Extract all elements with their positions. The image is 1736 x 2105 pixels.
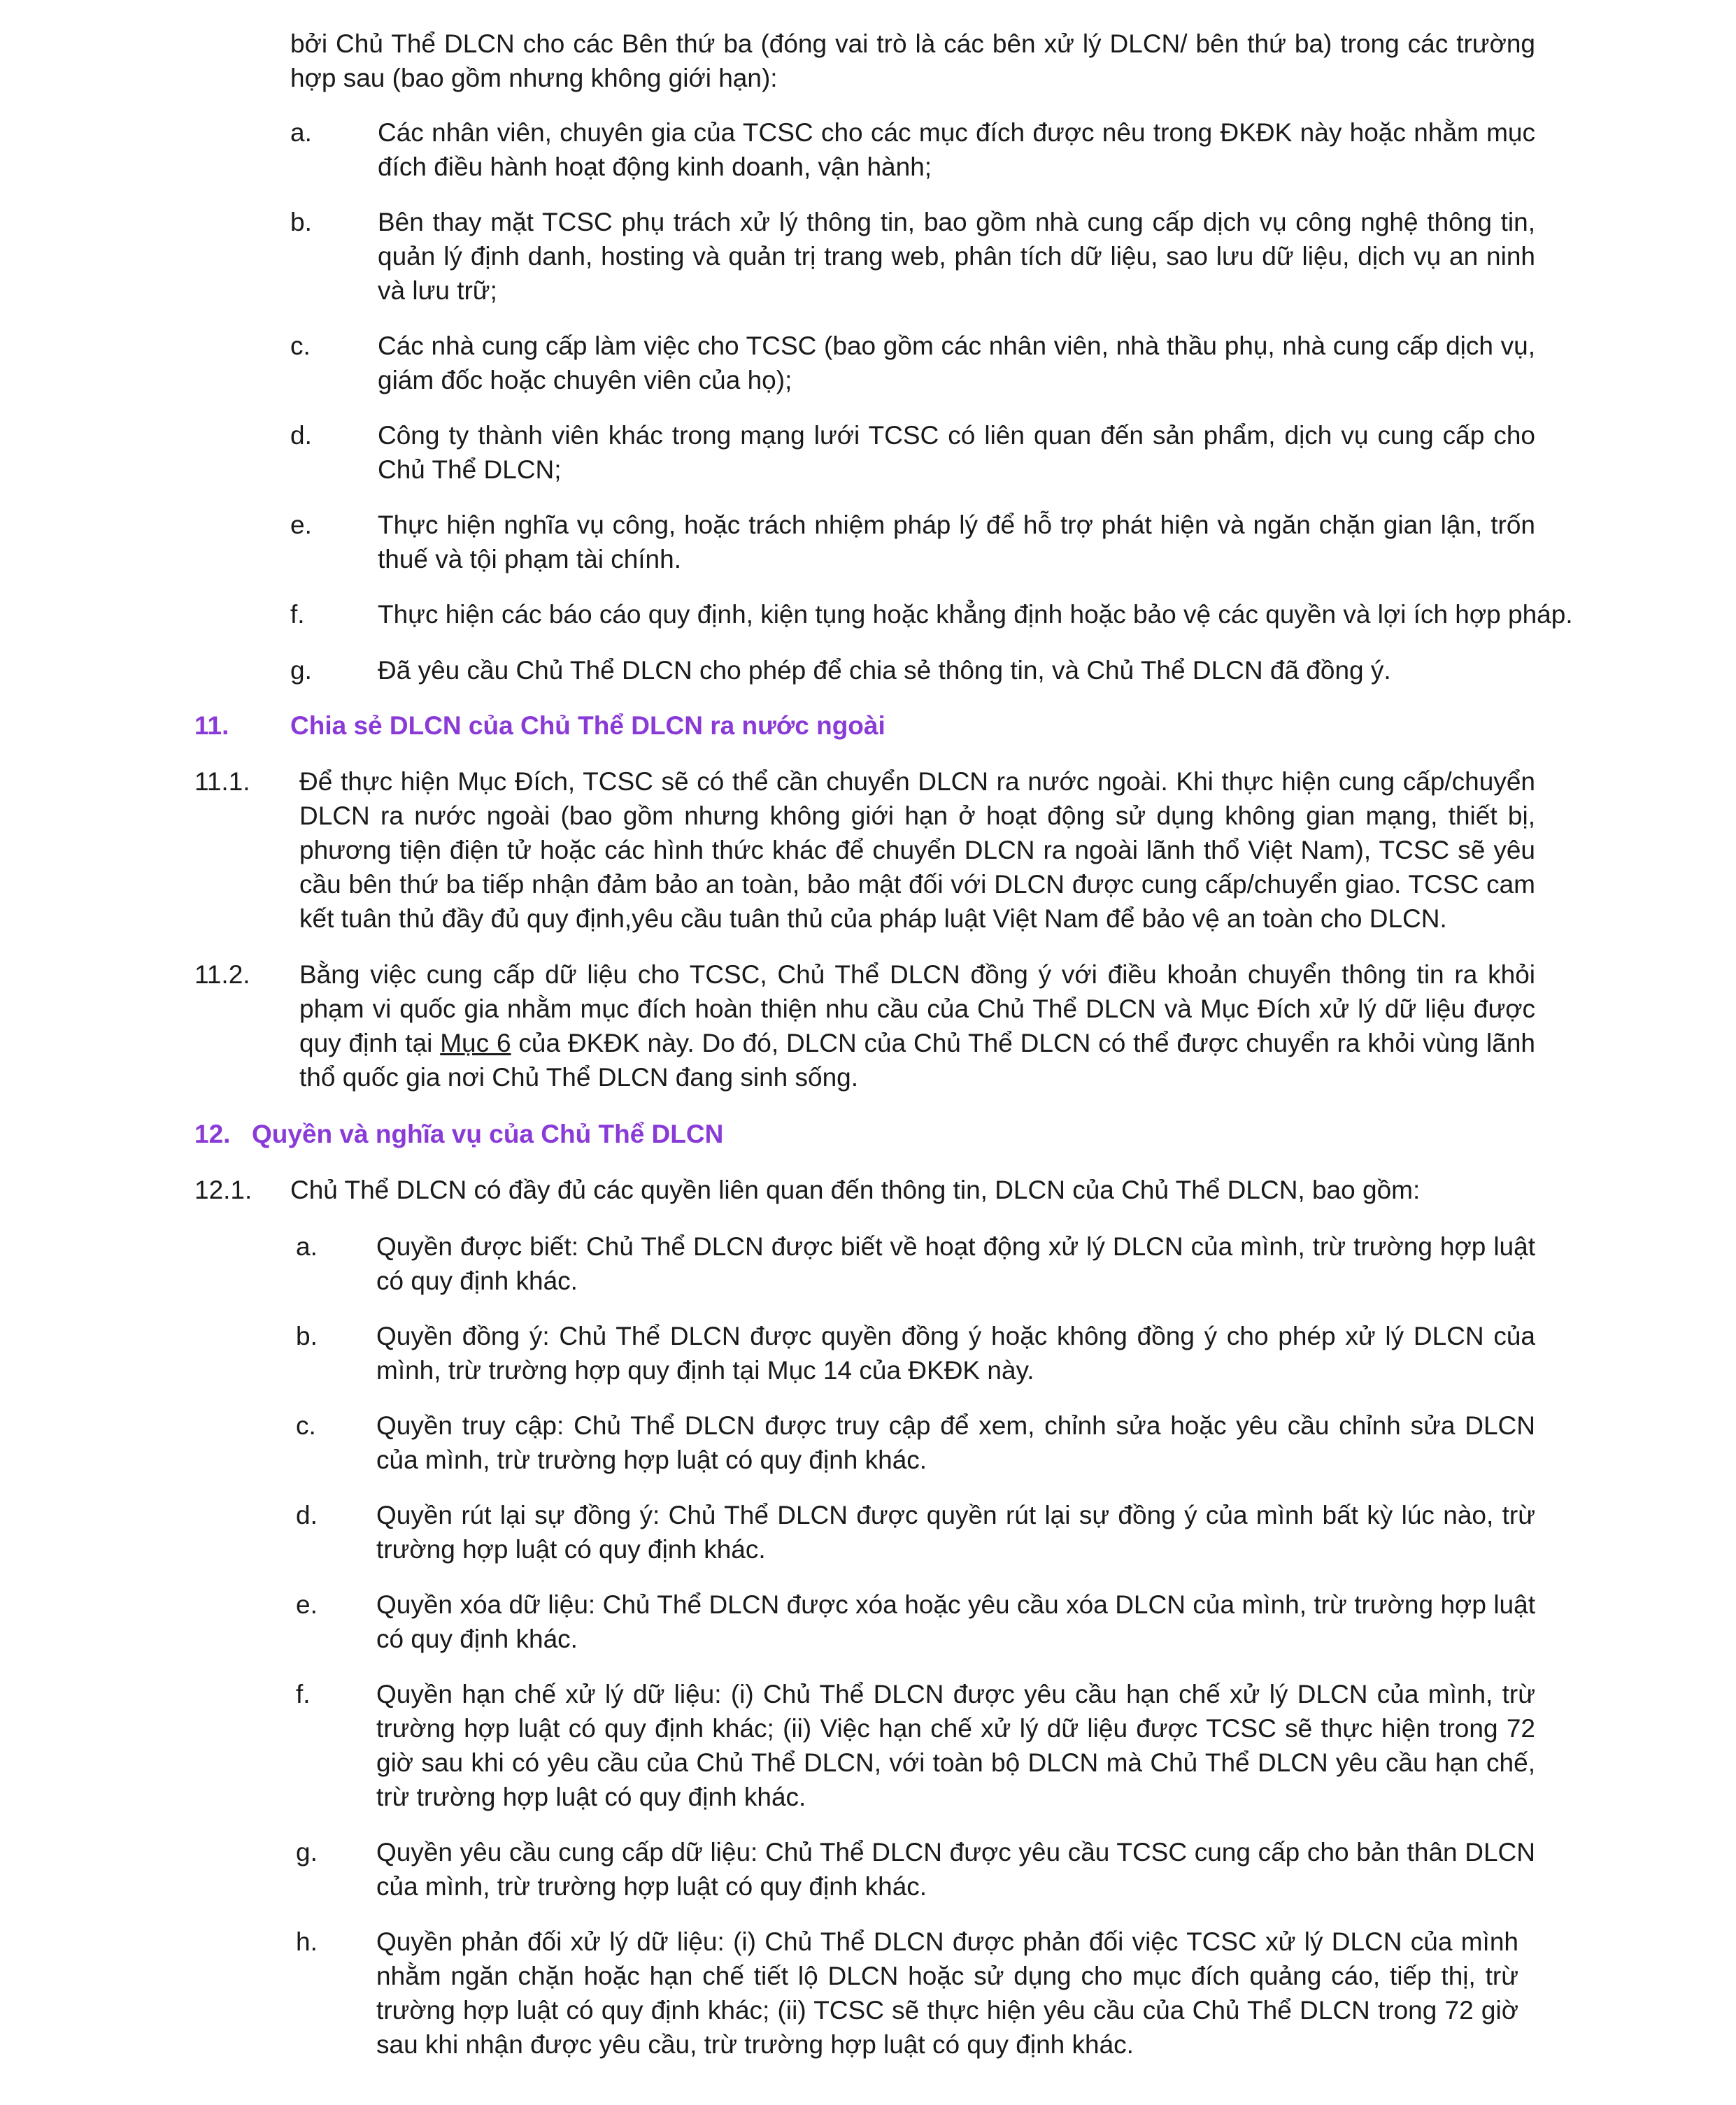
- clause-number: 11.1.: [194, 767, 250, 796]
- list-text: Quyền đồng ý: Chủ Thể DLCN được quyền đồng ý hoặc không đồng ý cho phép xử lý DLCN của mình, trừ trường hợp quy định tại Mục 14 của ĐKĐK này.: [376, 1322, 1535, 1385]
- list-marker: e.: [296, 1590, 318, 1619]
- list-text: Quyền được biết: Chủ Thể DLCN được biết về hoạt động xử lý DLCN của mình, trừ trường hợp luật có quy định khác.: [376, 1232, 1535, 1295]
- list-text: Công ty thành viên khác trong mạng lưới TCSC có liên quan đến sản phẩm, dịch vụ cung cấp cho Chủ Thể DLCN;: [378, 421, 1535, 484]
- list-marker: d.: [296, 1501, 318, 1529]
- list-marker: c.: [290, 331, 311, 360]
- list-marker: g.: [296, 1838, 318, 1867]
- clause-text: Chủ Thể DLCN có đầy đủ các quyền liên quan đến thông tin, DLCN của Chủ Thể DLCN, bao gồm:: [290, 1176, 1421, 1204]
- intro-paragraph: bởi Chủ Thể DLCN cho các Bên thứ ba (đóng vai trò là các bên xử lý DLCN/ bên thứ ba) trong các trường hợp sau (bao gồm nhưng không giới hạn):: [290, 29, 1535, 92]
- list-text: Các nhân viên, chuyên gia của TCSC cho các mục đích được nêu trong ĐKĐK này hoặc nhằm mục đích điều hành hoạt động kinh doanh, vận hành;: [378, 118, 1535, 181]
- clause-text-part: Bằng việc cung cấp dữ liệu cho TCSC, Chủ Thể DLCN đồng ý với điều khoản chuyển thông tin ra khỏi phạm vi quốc gia nhằm mục đích hoàn thiện nhu cầu của Chủ Thể DLCN và Mục Đích xử lý dữ liệu được quy định tại: [299, 960, 1535, 1057]
- list-marker: d.: [290, 421, 312, 450]
- list-text: Quyền rút lại sự đồng ý: Chủ Thể DLCN được quyền rút lại sự đồng ý của mình bất kỳ lúc nào, trừ trường hợp luật có quy định khác.: [376, 1501, 1535, 1564]
- list-marker: g.: [290, 656, 312, 685]
- list-marker: h.: [296, 1927, 318, 1956]
- list-marker: e.: [290, 511, 312, 539]
- list-text: Quyền hạn chế xử lý dữ liệu: (i) Chủ Thể DLCN được yêu cầu hạn chế xử lý DLCN của mình, trừ trường hợp luật có quy định khác; (ii) Việc hạn chế xử lý dữ liệu được TCSC sẽ thực hiện trong 72 giờ sau khi có yêu cầu của Chủ Thể DLCN, với toàn bộ DLCN mà Chủ Thể DLCN yêu cầu hạn chế, trừ trường hợp luật có quy định khác.: [376, 1680, 1535, 1811]
- list-marker: f.: [290, 600, 305, 629]
- list-marker: c.: [296, 1411, 316, 1440]
- section-reference-link[interactable]: Mục 6: [440, 1029, 511, 1057]
- clause-number: 12.1.: [194, 1176, 252, 1204]
- clause-text-part: của ĐKĐK này. Do đó, DLCN của Chủ Thể DLCN có thể được chuyển ra khỏi vùng lãnh thổ quốc gia nơi Chủ Thể DLCN đang sinh sống.: [299, 1029, 1535, 1092]
- list-text: Bên thay mặt TCSC phụ trách xử lý thông tin, bao gồm nhà cung cấp dịch vụ công nghệ thông tin, quản lý định danh, hosting và quản trị trang web, phân tích dữ liệu, sao lưu dữ liệu, dịch vụ an ninh và lưu trữ;: [378, 208, 1535, 305]
- list-marker: a.: [296, 1232, 318, 1261]
- clause-text: Để thực hiện Mục Đích, TCSC sẽ có thể cần chuyển DLCN ra nước ngoài. Khi thực hiện cung cấp/chuyển DLCN ra nước ngoài (bao gồm nhưng không giới hạn ở hoạt động sử dụng không gian mạng, thiết bị, phương tiện điện tử hoặc các hình thức khác để chuyển DLCN ra ngoài lãnh thổ Việt Nam), TCSC sẽ yêu cầu bên thứ ba tiếp nhận đảm bảo an toàn, bảo mật đối với DLCN được cung cấp/chuyển giao. TCSC cam kết tuân thủ đầy đủ quy định,yêu cầu tuân thủ của pháp luật Việt Nam để bảo vệ an toàn cho DLCN.: [299, 767, 1535, 933]
- list-text: Các nhà cung cấp làm việc cho TCSC (bao gồm các nhân viên, nhà thầu phụ, nhà cung cấp dịch vụ, giám đốc hoặc chuyên viên của họ);: [378, 331, 1535, 394]
- list-marker: f.: [296, 1680, 311, 1708]
- section-number: 12.: [194, 1120, 231, 1148]
- section-title: Quyền và nghĩa vụ của Chủ Thể DLCN: [252, 1120, 724, 1148]
- list-text: Quyền truy cập: Chủ Thể DLCN được truy cập để xem, chỉnh sửa hoặc yêu cầu chỉnh sửa DLCN của mình, trừ trường hợp luật có quy định khác.: [376, 1411, 1535, 1474]
- list-marker: a.: [290, 118, 312, 147]
- list-marker: b.: [296, 1322, 318, 1350]
- clause-text: [299, 957, 1535, 1094]
- list-marker: b.: [290, 208, 312, 236]
- clause-number: 11.2.: [194, 960, 250, 989]
- list-text: Quyền xóa dữ liệu: Chủ Thể DLCN được xóa hoặc yêu cầu xóa DLCN của mình, trừ trường hợp luật có quy định khác.: [376, 1590, 1535, 1653]
- section-number: 11.: [194, 711, 229, 740]
- section-title: Chia sẻ DLCN của Chủ Thể DLCN ra nước ngoài: [290, 711, 885, 740]
- list-text: Quyền phản đối xử lý dữ liệu: (i) Chủ Thể DLCN được phản đối việc TCSC xử lý DLCN của mình nhằm ngăn chặn hoặc hạn chế tiết lộ DLCN hoặc sử dụng cho mục đích quảng cáo, tiếp thị, trừ trường hợp luật có quy định khác; (ii) TCSC sẽ thực hiện yêu cầu của Chủ Thể DLCN trong 72 giờ sau khi nhận được yêu cầu, trừ trường hợp luật có quy định khác.: [376, 1927, 1518, 2059]
- list-text: Thực hiện nghĩa vụ công, hoặc trách nhiệm pháp lý để hỗ trợ phát hiện và ngăn chặn gian lận, trốn thuế và tội phạm tài chính.: [378, 511, 1535, 573]
- list-text: Quyền yêu cầu cung cấp dữ liệu: Chủ Thể DLCN được yêu cầu TCSC cung cấp cho bản thân DLCN của mình, trừ trường hợp luật có quy định khác.: [376, 1838, 1535, 1901]
- list-text: Thực hiện các báo cáo quy định, kiện tụng hoặc khẳng định hoặc bảo vệ các quyền và lợi ích hợp pháp.: [378, 600, 1573, 629]
- list-text: Đã yêu cầu Chủ Thể DLCN cho phép để chia sẻ thông tin, và Chủ Thể DLCN đã đồng ý.: [378, 656, 1391, 685]
